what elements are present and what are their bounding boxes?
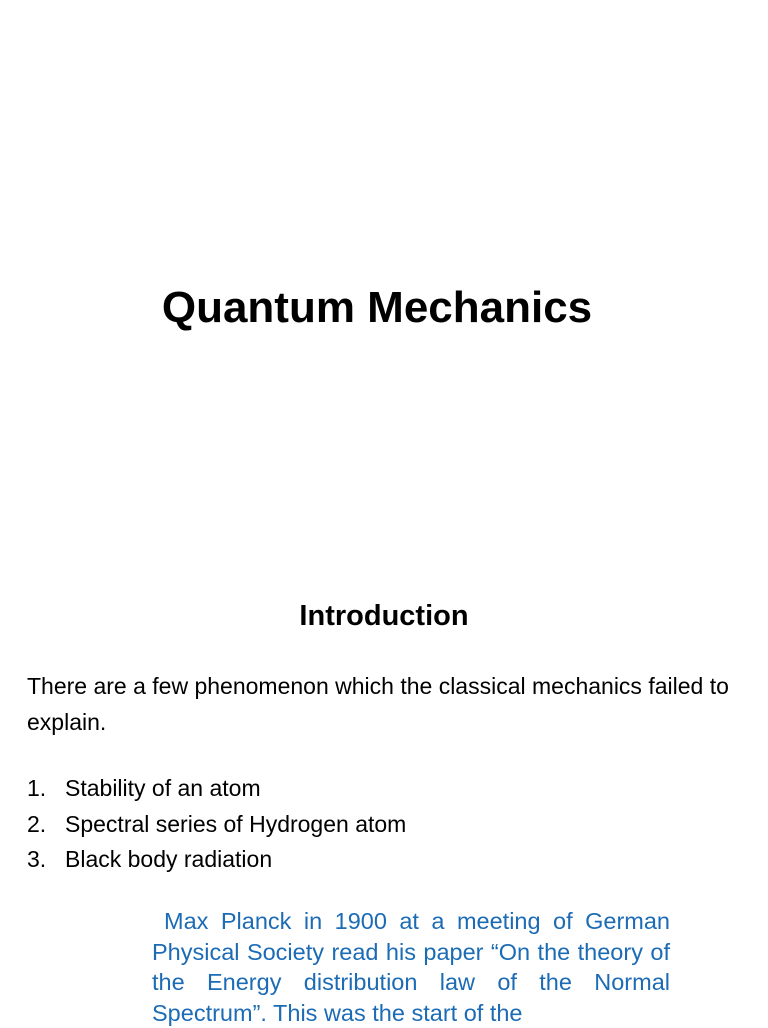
- list-item-number: 2.: [27, 810, 47, 837]
- list-item: [27, 807, 406, 843]
- list-item: [27, 771, 406, 807]
- section-heading: Introduction: [299, 600, 469, 632]
- phenomena-list: [27, 771, 406, 878]
- planck-paragraph: Max Planck in 1900 at a meeting of German Physical Society read his paper “On the theory of the Energy distribution law of the Normal Spectrum”. This was the start of the: [152, 908, 670, 1026]
- list-item-number: 1.: [27, 775, 47, 801]
- list-item-text: Stability of an atom: [65, 775, 261, 801]
- intro-paragraph: There are a few phenomenon which the classical mechanics failed to explain.: [27, 673, 729, 735]
- list-item-number: 3.: [27, 846, 47, 872]
- list-item: [27, 842, 406, 878]
- list-item-text: Spectral series of Hydrogen atom: [65, 810, 407, 837]
- page-title: Quantum Mechanics: [161, 283, 593, 332]
- list-item-text: Black body radiation: [65, 846, 273, 872]
